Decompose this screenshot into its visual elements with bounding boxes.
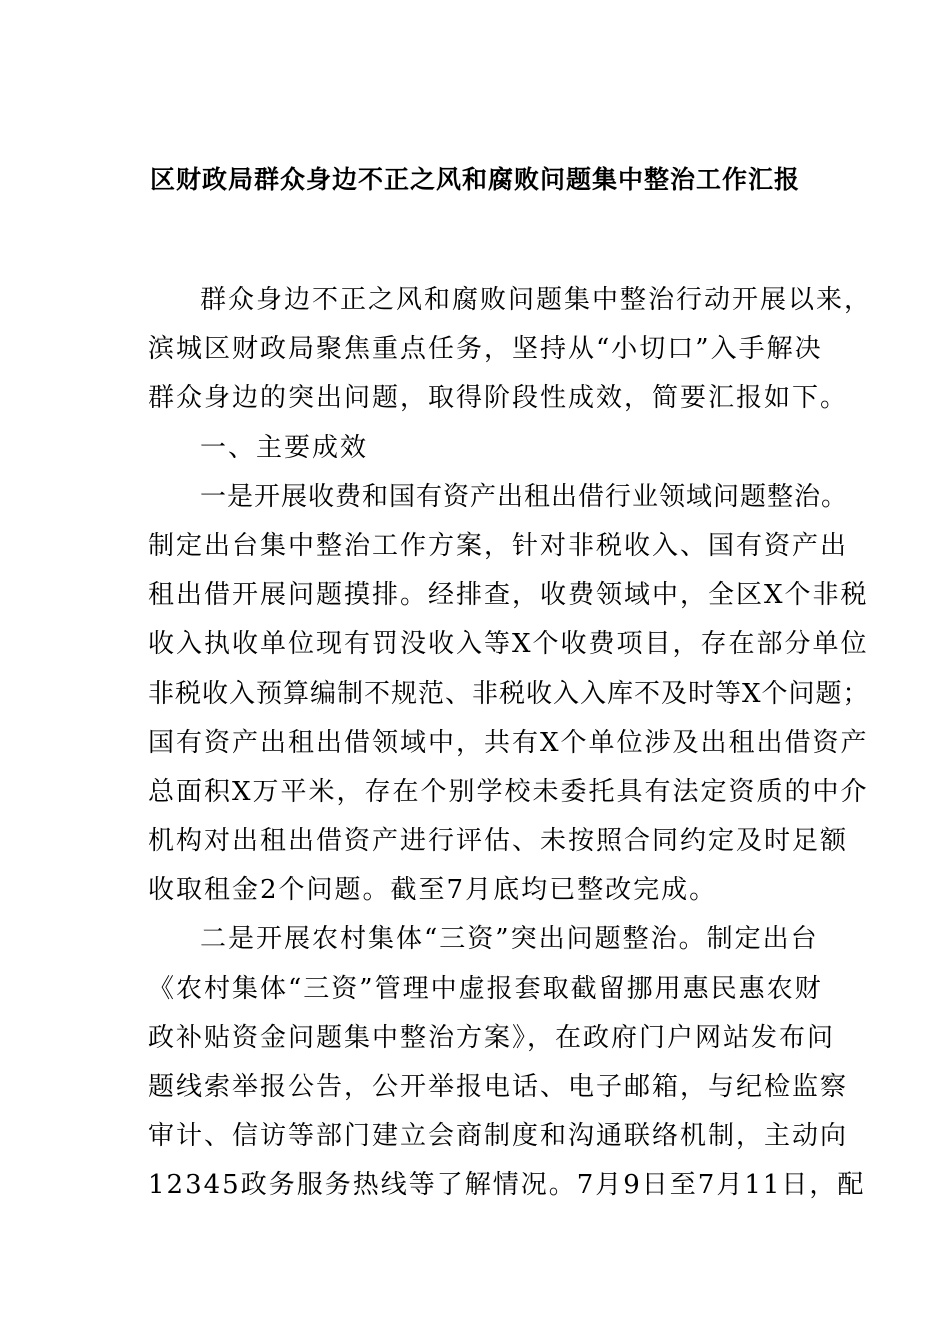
paragraph-line: 收入执收单位现有罚没收入等X个收费项目，存在部分单位	[148, 629, 869, 660]
paragraph-line: 收取租金2个问题。截至7月底均已整改完成。	[148, 875, 718, 906]
paragraph-line: 二是开展农村集体“三资”突出问题整治。制定出台	[200, 924, 819, 955]
paragraph-line: 国有资产出租出借领域中，共有X个单位涉及出租出借资产	[148, 727, 869, 758]
paragraph-line: 群众身边不正之风和腐败问题集中整治行动开展以来，	[200, 285, 873, 315]
paragraph-line: 《农村集体“三资”管理中虚报套取截留挪用惠民惠农财	[148, 973, 823, 1004]
paragraph-line: 总面积X万平米，存在个别学校未委托具有法定资质的中介	[148, 776, 869, 807]
paragraph-line: 非税收入预算编制不规范、非税收入入库不及时等X个问题；	[148, 678, 870, 709]
document-title: 区财政局群众身边不正之风和腐败问题集中整治工作汇报	[149, 165, 800, 194]
paragraph-line: 群众身边的突出问题，取得阶段性成效，简要汇报如下。	[148, 383, 849, 414]
paragraph-line: 题线索举报公告，公开举报电话、电子邮箱，与纪检监察	[148, 1072, 849, 1102]
paragraph-line: 政补贴资金问题集中整治方案》，在政府门户网站发布问	[148, 1022, 836, 1053]
paragraph-line: 审计、信访等部门建立会商制度和沟通联络机制，主动向	[148, 1121, 849, 1152]
paragraph-line: 12345政务服务热线等了解情况。7月9日至7月11日，配	[148, 1170, 866, 1201]
paragraph-line: 租出借开展问题摸排。经排查，收费领域中，全区X个非税	[148, 580, 869, 611]
paragraph-line: 机构对出租出借资产进行评估、未按照合同约定及时足额	[148, 826, 849, 857]
paragraph-line: 一是开展收费和国有资产出租出借行业领域问题整治。	[200, 481, 849, 512]
section-heading: 一、主要成效	[200, 432, 369, 463]
document-body	[148, 276, 873, 1211]
paragraph-line: 滨城区财政局聚焦重点任务，坚持从“小切口”入手解决	[148, 334, 823, 365]
paragraph-line: 制定出台集中整治工作方案，针对非税收入、国有资产出	[148, 530, 849, 561]
